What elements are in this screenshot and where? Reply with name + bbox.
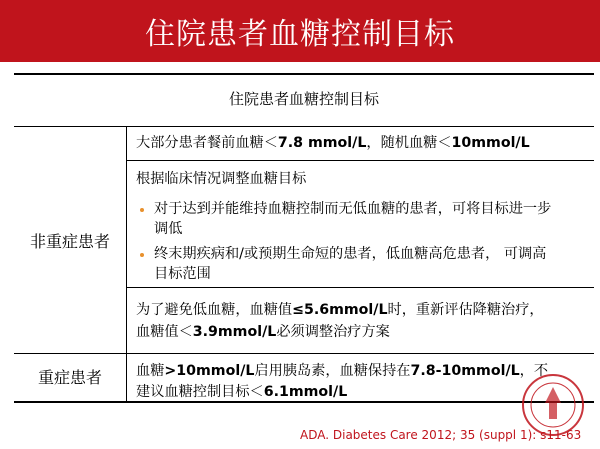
section-divider — [14, 353, 594, 354]
bullet1-line2: 调低 — [154, 221, 183, 237]
bullet2-line2: 目标范围 — [154, 266, 211, 282]
critical-label: 重症患者 — [37, 368, 102, 387]
header-bottom-rule — [14, 126, 594, 127]
hypo-line2-prefix: 血糖值＜ — [136, 324, 193, 340]
hypo-line2-suffix: 必须调整治疗方案 — [276, 324, 390, 340]
bullet-dot — [140, 253, 144, 257]
critical-range-value: 7.8-10mmol/L — [410, 363, 520, 379]
column-divider — [126, 126, 127, 402]
critical-line1-suffix: ，不 — [519, 363, 549, 379]
random-value: 10mmol/L — [451, 135, 530, 151]
premeal-value: 7.8 mmol/L — [277, 135, 367, 151]
critical-line1-mid: 启用胰岛素，血糖保持在 — [254, 363, 411, 379]
critical-line1 — [136, 361, 548, 381]
random-prefix: ，随机血糖＜ — [366, 135, 452, 151]
non-critical-label: 非重症患者 — [29, 232, 110, 251]
critical-line1-prefix: 血糖 — [136, 363, 165, 379]
premeal-prefix: 大部分患者餐前血糖＜ — [136, 135, 278, 151]
title-banner — [0, 0, 600, 62]
insulin-threshold-value: >10mmol/L — [164, 363, 255, 379]
hypo-line1-value: ≤5.6mmol/L — [292, 302, 388, 318]
row2-divider — [126, 287, 594, 288]
hypo-line1-prefix: 为了避免低血糖，血糖值 — [136, 302, 293, 318]
bullet1-line1: 对于达到并能维持血糖控制而无低血糖的患者，可将目标进一步 — [154, 201, 552, 217]
table-top-rule — [14, 73, 594, 75]
premeal-target-line — [136, 133, 530, 153]
bullet-dot — [140, 208, 144, 212]
critical-line2-prefix: 建议血糖控制目标＜ — [136, 384, 264, 400]
critical-line2 — [136, 382, 347, 402]
bullet2-line1: 终末期疾病和/或预期生命短的患者，低血糖高危患者， 可调高 — [154, 246, 547, 262]
citation-text: ADA. Diabetes Care 2012; 35 (suppl 1): s11-63 — [300, 428, 582, 442]
table-header: 住院患者血糖控制目标 — [228, 90, 379, 108]
slide-title: 住院患者血糖控制目标 — [145, 17, 455, 52]
hypo-line1 — [136, 300, 544, 320]
hypo-line2-value: 3.9mmol/L — [192, 324, 277, 340]
hypo-line1-suffix: 时，重新评估降糖治疗， — [387, 302, 544, 318]
glucose-target-table — [14, 73, 594, 402]
row1-divider — [126, 160, 594, 161]
hypo-line2 — [136, 322, 390, 342]
critical-target-value: 6.1mmol/L — [263, 384, 348, 400]
adjust-title: 根据临床情况调整血糖目标 — [136, 171, 307, 187]
